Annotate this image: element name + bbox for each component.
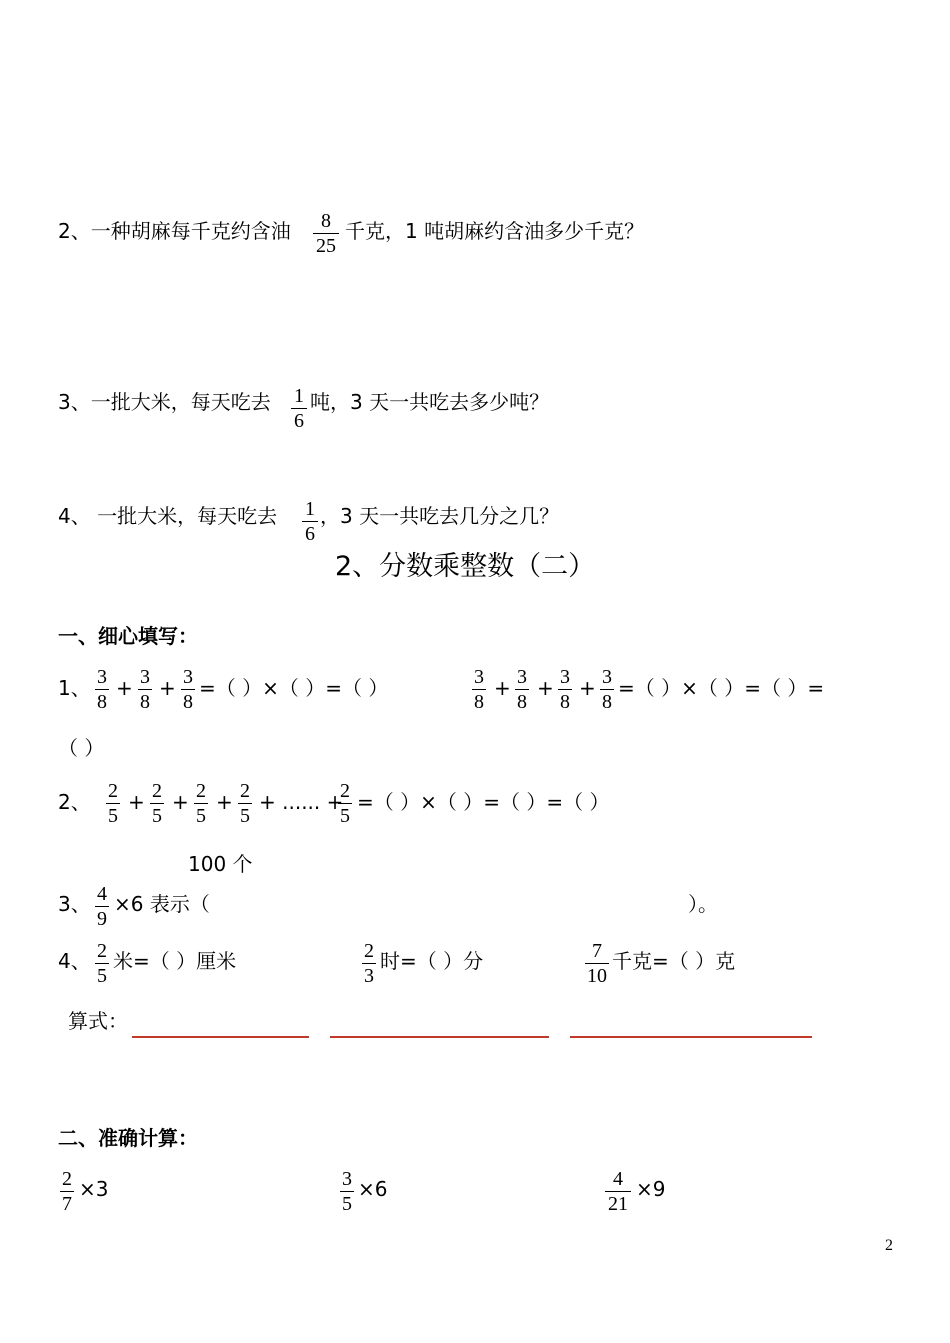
fill-4-kilograms: 千克=（ ）克: [612, 949, 736, 973]
fill-1-fraction: 3 8: [517, 666, 527, 713]
page-number: 2: [885, 1237, 893, 1254]
fill-4-label: 4、: [58, 949, 91, 973]
fill-1-continuation: （ ）: [58, 736, 105, 760]
fill-2-fraction: 2 5: [152, 780, 162, 827]
question-4-post: ，3 天一共吃去几分之几？: [320, 504, 560, 528]
fill-1-fraction: 3 8: [560, 666, 570, 713]
question-3-fraction: 1 6: [291, 385, 307, 432]
calc-3-fraction: 4 21: [605, 1168, 631, 1215]
section-1-heading: 一、细心填写：: [58, 624, 198, 648]
section-2-heading: 二、准确计算：: [58, 1126, 198, 1150]
question-4-pre: 4、 一批大米，每天吃去: [58, 504, 278, 528]
fill-1-part1-blanks: =（ ）×（ ）=（ ）: [199, 676, 389, 700]
fill-2-fraction: 2 5: [240, 780, 250, 827]
fill-1-fraction: 3 8: [97, 666, 107, 713]
plus-sign: +: [172, 790, 189, 814]
question-3-pre: 3、一批大米，每天吃去: [58, 390, 271, 414]
calc-2-text: ×6: [358, 1177, 388, 1201]
fill-4-fraction-c: 7 10: [587, 940, 607, 987]
fill-3-fraction: 4 9: [97, 883, 107, 930]
question-2-post: 千克，1 吨胡麻约含油多少千克？: [345, 219, 645, 243]
plus-sign: +: [116, 676, 133, 700]
plus-sign: +: [159, 676, 176, 700]
plus-sign: +: [216, 790, 233, 814]
fill-1-part2-blanks: =（ ）×（ ）=（ ）=: [618, 676, 825, 700]
plus-sign: +: [579, 676, 596, 700]
fill-1-label: 1、: [58, 676, 91, 700]
fill-2-fraction: 2 5: [340, 780, 350, 827]
formula-line-3[interactable]: [570, 1036, 812, 1038]
fill-2-ellipsis: + ...... +: [259, 790, 344, 814]
fill-4-meters: 米=（ ）厘米: [113, 949, 237, 973]
fill-3-label: 3、: [58, 892, 91, 916]
calc-3-text: ×9: [636, 1177, 666, 1201]
calc-1-fraction: 2 7: [62, 1168, 72, 1215]
fill-4-fraction-a: 2 5: [97, 940, 107, 987]
formula-line-2[interactable]: [330, 1036, 549, 1038]
fill-1-fraction: 3 8: [474, 666, 484, 713]
formula-label: 算式：: [68, 1009, 128, 1033]
fill-3-end: ）。: [688, 892, 718, 916]
fill-2-count: 100 个: [188, 852, 253, 876]
fill-1-fraction: 3 8: [183, 666, 193, 713]
formula-line-1[interactable]: [132, 1036, 309, 1038]
plus-sign: +: [128, 790, 145, 814]
fill-1-fraction: 3 8: [140, 666, 150, 713]
question-4-fraction: 1 6: [302, 498, 318, 545]
question-3-post: 吨，3 天一共吃去多少吨？: [310, 390, 550, 414]
fill-4-hours: 时=（ ）分: [380, 949, 484, 973]
fill-4-fraction-b: 2 3: [364, 940, 374, 987]
question-2-pre: 2、一种胡麻每千克约含油: [58, 219, 291, 243]
fill-2-blanks: =（ ）×（ ）=（ ）=（ ）: [357, 790, 610, 814]
lesson-title: 2、分数乘整数（二）: [335, 551, 596, 582]
calc-1-text: ×3: [79, 1177, 109, 1201]
fill-2-label: 2、: [58, 790, 91, 814]
fill-1-fraction: 3 8: [602, 666, 612, 713]
question-2-fraction: 8 25: [313, 210, 339, 257]
calc-2-fraction: 3 5: [342, 1168, 352, 1215]
plus-sign: +: [537, 676, 554, 700]
fill-2-fraction: 2 5: [108, 780, 118, 827]
plus-sign: +: [494, 676, 511, 700]
fill-3-text: ×6 表示（: [114, 892, 210, 916]
fill-2-fraction: 2 5: [196, 780, 206, 827]
